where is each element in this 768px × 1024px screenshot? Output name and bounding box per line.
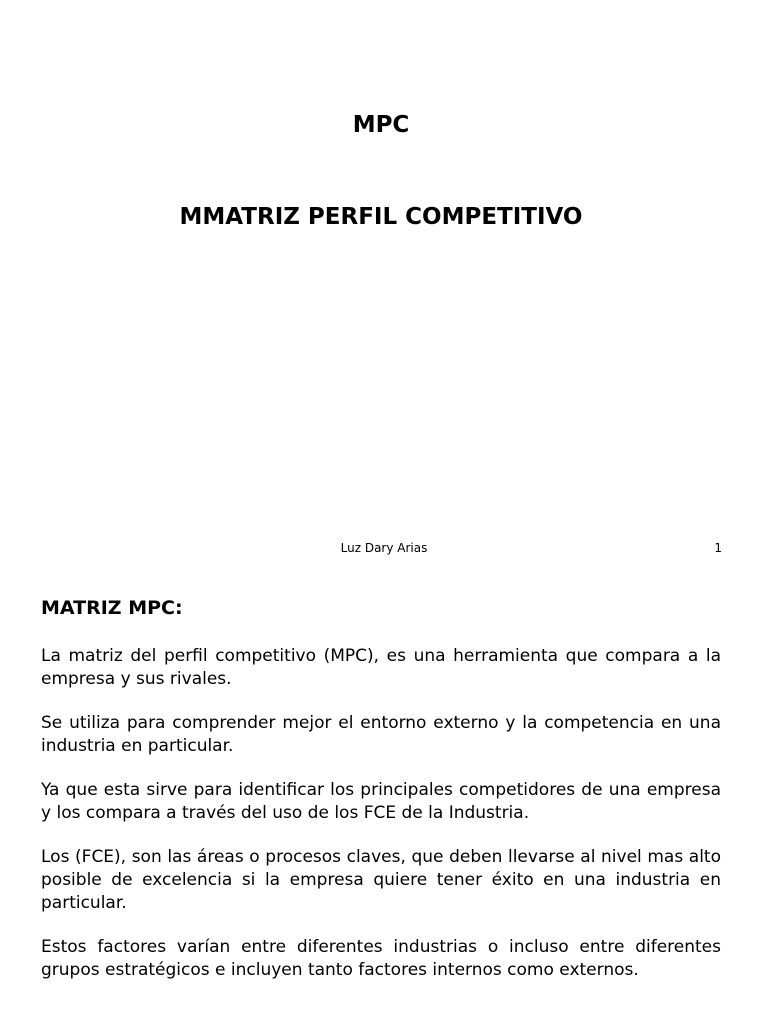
footer-author: Luz Dary Arias [340,541,428,555]
slide-subtitle: MMATRIZ PERFIL COMPETITIVO [179,204,583,230]
slide-title: MPC [352,112,410,138]
paragraph: La matriz del perfil competitivo (MPC), es una herramienta que compara a la empresa y sus rivales. [41,646,721,689]
slide-2 [0,575,768,1024]
paragraph: Los (FCE), son las áreas o procesos claves, que deben llevarse al nivel mas alto posible de excelencia si la empresa quiere tener éxito en una industria en particular. [41,847,721,913]
paragraph: Se utiliza para comprender mejor el entorno externo y la competencia en una industria en particular. [41,713,721,756]
paragraph-list [41,645,721,1003]
page-number: 1 [714,541,722,555]
paragraph: Ya que esta sirve para identificar los principales competidores de una empresa y los compara a través del uso de los FCE de la Industria. [41,780,721,823]
paragraph: Estos factores varían entre diferentes industrias o incluso entre diferentes grupos estratégicos e incluyen tanto factores internos como externos. [41,937,721,980]
section-heading: MATRIZ MPC: [41,597,183,619]
